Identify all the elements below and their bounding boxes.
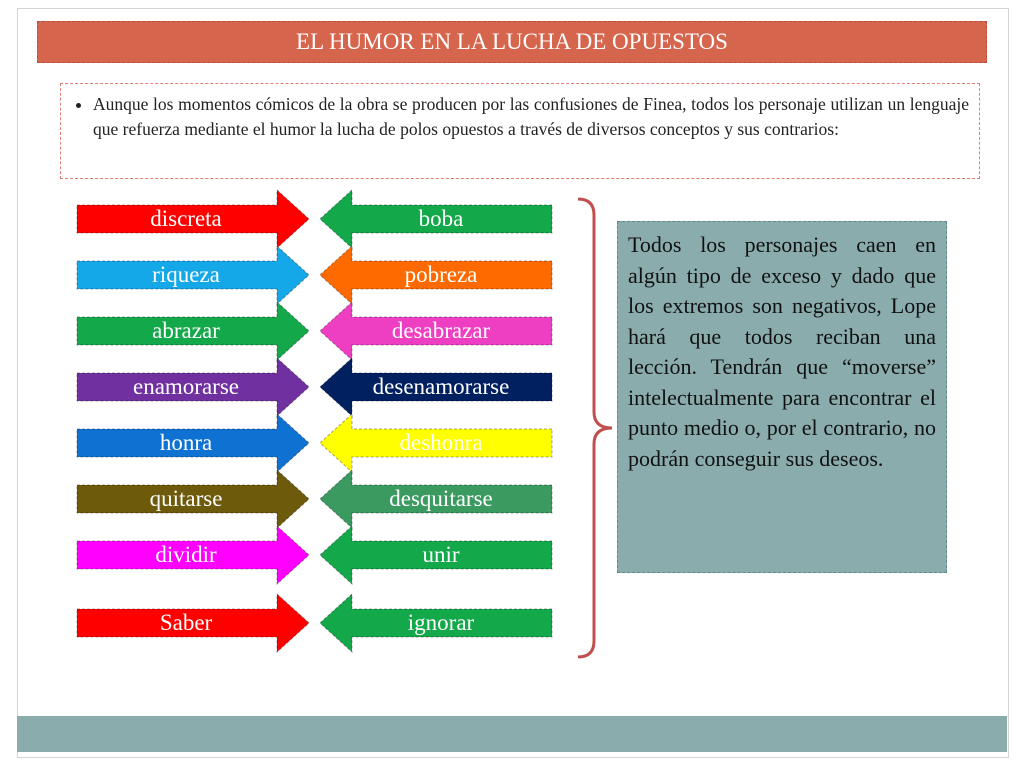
right-arrow-2: [320, 246, 552, 304]
left-arrow-6: [77, 470, 309, 528]
right-concept-label: ignorar: [407, 610, 475, 635]
left-arrow-5: [77, 414, 309, 472]
right-concept-label: unir: [422, 542, 460, 567]
left-arrow-1: [77, 190, 309, 248]
right-concept-label: deshonra: [399, 430, 483, 455]
footer-bar: [17, 716, 1007, 752]
intro-bullet-box: [60, 83, 980, 179]
bullet-list: [73, 92, 969, 142]
right-concept-label: pobreza: [404, 262, 478, 287]
left-concept-label: enamorarse: [133, 374, 239, 399]
left-concept-label: riqueza: [152, 262, 220, 287]
explanation-note: Todos los personajes caen en algún tipo de exceso y dado que los extremos son negativos, Lope hará que todos reciban una lección. Tendrán que “moverse” intelectualmente para encontrar el punto medio o, por el contrario, no podrán conseguir sus deseos.: [617, 221, 947, 573]
right-arrow-3: [320, 302, 552, 360]
left-arrow-4: [77, 358, 309, 416]
right-bracket: [576, 197, 616, 659]
right-arrow-5: [320, 414, 552, 472]
right-arrow-7: [320, 526, 552, 584]
left-concept-label: abrazar: [152, 318, 220, 343]
right-concept-label: desabrazar: [391, 318, 491, 343]
left-arrow-3: [77, 302, 309, 360]
right-arrow-6: [320, 470, 552, 528]
left-concept-label: discreta: [150, 206, 222, 231]
right-arrow-8: [320, 594, 552, 652]
left-concept-label: quitarse: [149, 486, 223, 511]
left-arrow-2: [77, 246, 309, 304]
right-concept-label: desenamorarse: [372, 374, 510, 399]
left-arrow-7: [77, 526, 309, 584]
right-concept-label: boba: [418, 206, 464, 231]
left-concept-label: Saber: [159, 610, 213, 635]
right-concept-label: desquitarse: [389, 486, 493, 511]
left-concept-label: dividir: [155, 542, 217, 567]
left-concept-label: honra: [159, 430, 213, 455]
right-arrow-4: [320, 358, 552, 416]
right-arrow-1: [320, 190, 552, 248]
bullet-text: • Aunque los momentos cómicos de la obra se producen por las confusiones de Finea, todos los personaje utilizan un lenguaje que refuerza mediante el humor la lucha de polos opuestos a través de diversos conceptos y sus contrarios:: [93, 92, 969, 142]
left-arrow-8: [77, 594, 309, 652]
slide-title: EL HUMOR EN LA LUCHA DE OPUESTOS: [37, 21, 987, 63]
